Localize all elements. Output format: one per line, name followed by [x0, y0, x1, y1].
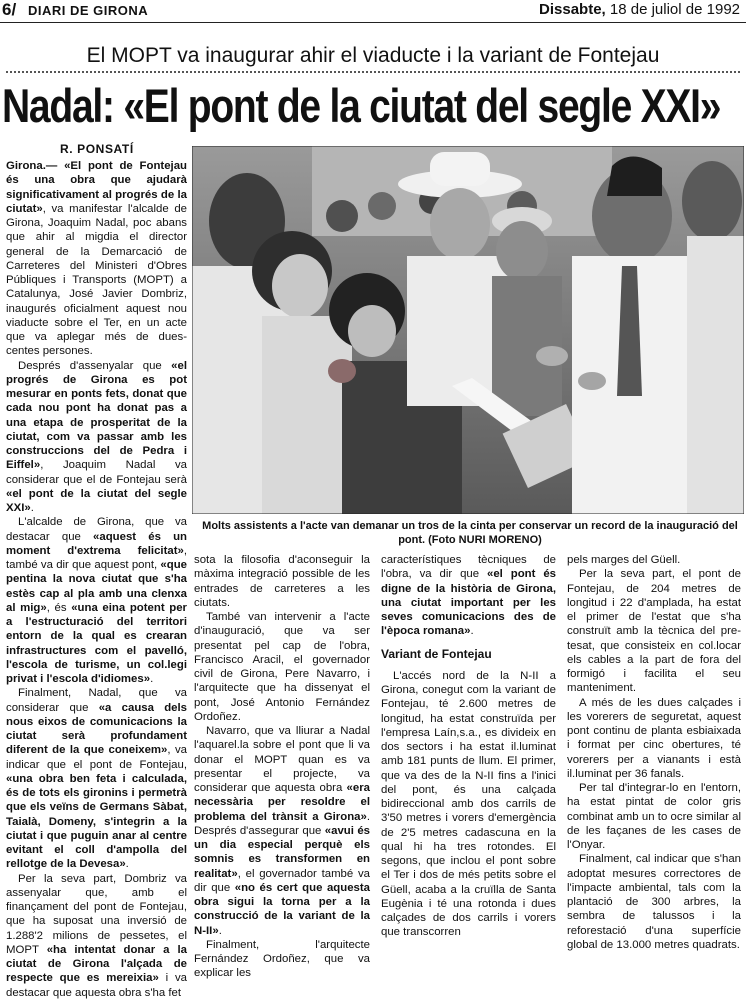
photo-caption: Molts assistents a l'acte van demanar un tros de la cinta per conservar un record de la inauguració del pont. (Foto NURI MORENO) — [202, 520, 738, 546]
issue-weekday: Dissabte, — [539, 1, 606, 18]
paragraph — [381, 669, 556, 940]
text: . — [30, 502, 34, 514]
text: . — [125, 858, 129, 871]
issue-date — [539, 1, 740, 18]
text: Per tal d'integrar-lo en l'entorn, ha estat pintat de color gris combinat amb un to ocre similar al de les façanes de les cases de l'Onyar. — [567, 782, 741, 851]
paragraph — [194, 553, 370, 610]
paragraph — [6, 515, 187, 686]
text: L'alcalde de Girona, que va destacar que — [6, 516, 187, 543]
article-headline: Nadal: «El pont de la ciutat del segle XXI» — [2, 79, 721, 132]
text: , també va dir que aquest pont, — [6, 544, 187, 571]
paragraph — [567, 852, 741, 952]
quote: «era necessària per resoldre el problema del trànsit a Girona» — [194, 782, 370, 823]
text: , el governador també va dir que — [194, 867, 370, 894]
text: , és — [46, 601, 72, 614]
text-column-2 — [194, 553, 370, 981]
quote: «aquest és un moment d'extrema felicitat» — [6, 530, 187, 557]
issue-date-text: 18 de juliol de 1992 — [609, 1, 740, 18]
text: Finalment, Nadal, que va considerar que — [6, 687, 187, 714]
text: pels marges del Güell. — [567, 554, 681, 566]
article-byline: R. PONSATÍ — [60, 142, 134, 156]
text: Finalment, l'arquitecte Fernández Ordoñez, que va explicar les — [194, 938, 370, 980]
paragraph — [6, 359, 187, 516]
paragraph — [194, 724, 370, 938]
text-column-1 — [6, 159, 187, 1000]
paragraph — [194, 610, 370, 724]
text-column-4 — [567, 553, 741, 952]
paragraph — [567, 781, 741, 852]
page-header — [0, 0, 746, 23]
quote: «El pont de Fontejau és una obra que ajudarà significativament al progrés de la ciutat» — [6, 160, 187, 215]
page-number: 6/ — [2, 0, 17, 19]
quote: «no és cert que aquesta obra sigui la torna per a la construcció de la variant de la N-II» — [194, 881, 370, 937]
text: . Després d'assegurar que — [194, 810, 370, 837]
quote: «que pentina la nova ciutat que s'ha estès cap al pla amb una clenxa al mig» — [6, 559, 187, 614]
crowd-photo-illustration — [192, 146, 744, 514]
paragraph — [567, 696, 741, 782]
text: . — [218, 924, 222, 937]
quote: «una obra ben feta i calculada, és de tots els gironins i permetrà que els veïns de Germans Sàbat, Taialà, Domeny, s'integrin a la ciutat i que puguin anar al centre evitant el coll d'ampolla del rellotge de la Devesa» — [6, 772, 187, 871]
paragraph — [6, 686, 187, 871]
text: A més de les dues calçades i les vorerers de seguretat, aquest pont continu de planta esbiaixada i format per cinc obertures, té vorerers per a vianants i està il.luminat per 36 fanals. — [567, 696, 741, 780]
text: , Joaquim Nadal va considerar que el de Fontejau serà — [6, 459, 187, 486]
paragraph — [6, 872, 187, 1000]
text-column-3 — [381, 553, 556, 940]
text: Navarro, que va lliurar a Nadal l'aquarel.la sobre el pont que li va donar el MOPT quan es va presentar el projecte, va considerar que aquesta obra — [194, 725, 370, 794]
quote: «el pont és digne de la història de Girona, una ciutat important per les seves comunicacions des de l'època romana» — [381, 568, 556, 638]
quote: «ha intentat donar a la ciutat de Girona l'alçada de respecte que es mereixia» — [6, 943, 187, 985]
quote: «avui és un dia especial perquè els somnis es transformen en realitat» — [194, 824, 370, 880]
text: Per la seva part, el pont de Fontejau, de 204 metres de longitud i 22 d'amplada, ha estat el primer de l'estat que s'ha construït amb la tècnica del pre-tesat, que consisteix en col.locar els cables a la part de fora del formigó i facilita el seu manteniment. — [567, 568, 741, 695]
paragraph — [381, 553, 556, 639]
quote: «a causa dels nous eixos de comunicacions la ciutat serà profundament diferent de la que coneixem» — [6, 701, 187, 757]
paragraph — [567, 553, 741, 567]
text: . — [470, 625, 474, 638]
text: També van intervenir a l'acte d'inauguració, que va ser presentat pel cap de l'obra, Francisco Aracil, el governador civil de Girona, Pere Navarro, i l'arquitecte que ha dissenyat el pont, José Antonio Fernández Ordoñez. — [194, 611, 370, 723]
news-photo — [192, 146, 744, 514]
text: i va destacar que aquesta obra s'ha fet — [6, 972, 188, 999]
text: sota la filosofia d'aconseguir la màxima integració possible de les entrades de carreteres a les ciutats. — [194, 554, 370, 609]
text: Després d'assenyalar que — [18, 359, 172, 372]
paragraph — [194, 938, 370, 981]
quote: «el progrés de Girona es pot mesurar en ponts fets, donat que cada nou pont ha donat pas a una etapa de prosperitat de la ciutat, com va passar amb les construccions del de Pedra i Eiffel» — [6, 359, 187, 472]
text: Per la seva part, Dombriz va assenyalar que, amb el finançament del pont de Fontejau, que ha suposat una inversió de 1.288'2 milions de pessetes, el MOPT — [6, 872, 187, 956]
quote: «el pont de la ciutat del segle XXI» — [6, 487, 187, 514]
kicker-divider — [6, 71, 740, 73]
paragraph — [567, 567, 741, 695]
text: característiques tècniques de l'obra, va dir que — [381, 554, 556, 581]
quote: «una eina potent per a l'estructuració del territori entorn de la qual es crearan infrastructures com el pavelló, l'escola de turisme, un col.legi privat i l'escola d'idiomes» — [6, 601, 187, 685]
text: . — [150, 673, 154, 685]
article-kicker: El MOPT va inaugurar ahir el viaducte i la variant de Fontejau — [86, 44, 660, 67]
section-subhead: Variant de Fontejau — [381, 646, 492, 661]
paragraph — [6, 159, 187, 359]
text: , va manifestar l'alcalde de Girona, Joaquim Nadal, poc abans que ahir al migdia el director general de la Demarcació de Carreteres del Ministeri d'Obres Públiques i Transports (MOPT) a Catalunya, José Javier Dombriz, inaugurés oficialment aquest nou viaducte sobre el Ter, en un acte que va aplegar més de dues-centes persones. — [6, 202, 187, 358]
text: L'accés nord de la N-II a Girona, conegut com la variant de Fontejau, té 2.600 metres de longitud, ha estat construïda per l'empresa Laín,s.a., es divideix en dos sectors i ha estat il.luminat amb 181 punts de llum. El primer, que va des de la N-II fins a l'inici del pont, és una calçada bidireccional amb dos carrils de 3'50 metres i vorers d'emergència de 2'5 metres cadascuna en la qual hi ha tres rotondes. El segons, que inclou el pont sobre el Ter i dos de més petits sobre el Güell, acaba a la cruïlla de Santa Eugènia i té una rotonda i dues calçades de dos carrils i vorers que transcorren — [381, 669, 556, 939]
newspaper-name: DIARI DE GIRONA — [28, 3, 149, 18]
dateline: Girona.— — [6, 160, 65, 172]
text: , va indicar que el pont de Fontejau, — [6, 744, 187, 771]
text: Finalment, cal indicar que s'han adoptat mesures correctores de l'impacte ambiental, tals com la plantació de 300 arbres, la sembra de talussos i la reforestació d'una superfície global de 13.000 metres quadrats. — [567, 853, 741, 951]
